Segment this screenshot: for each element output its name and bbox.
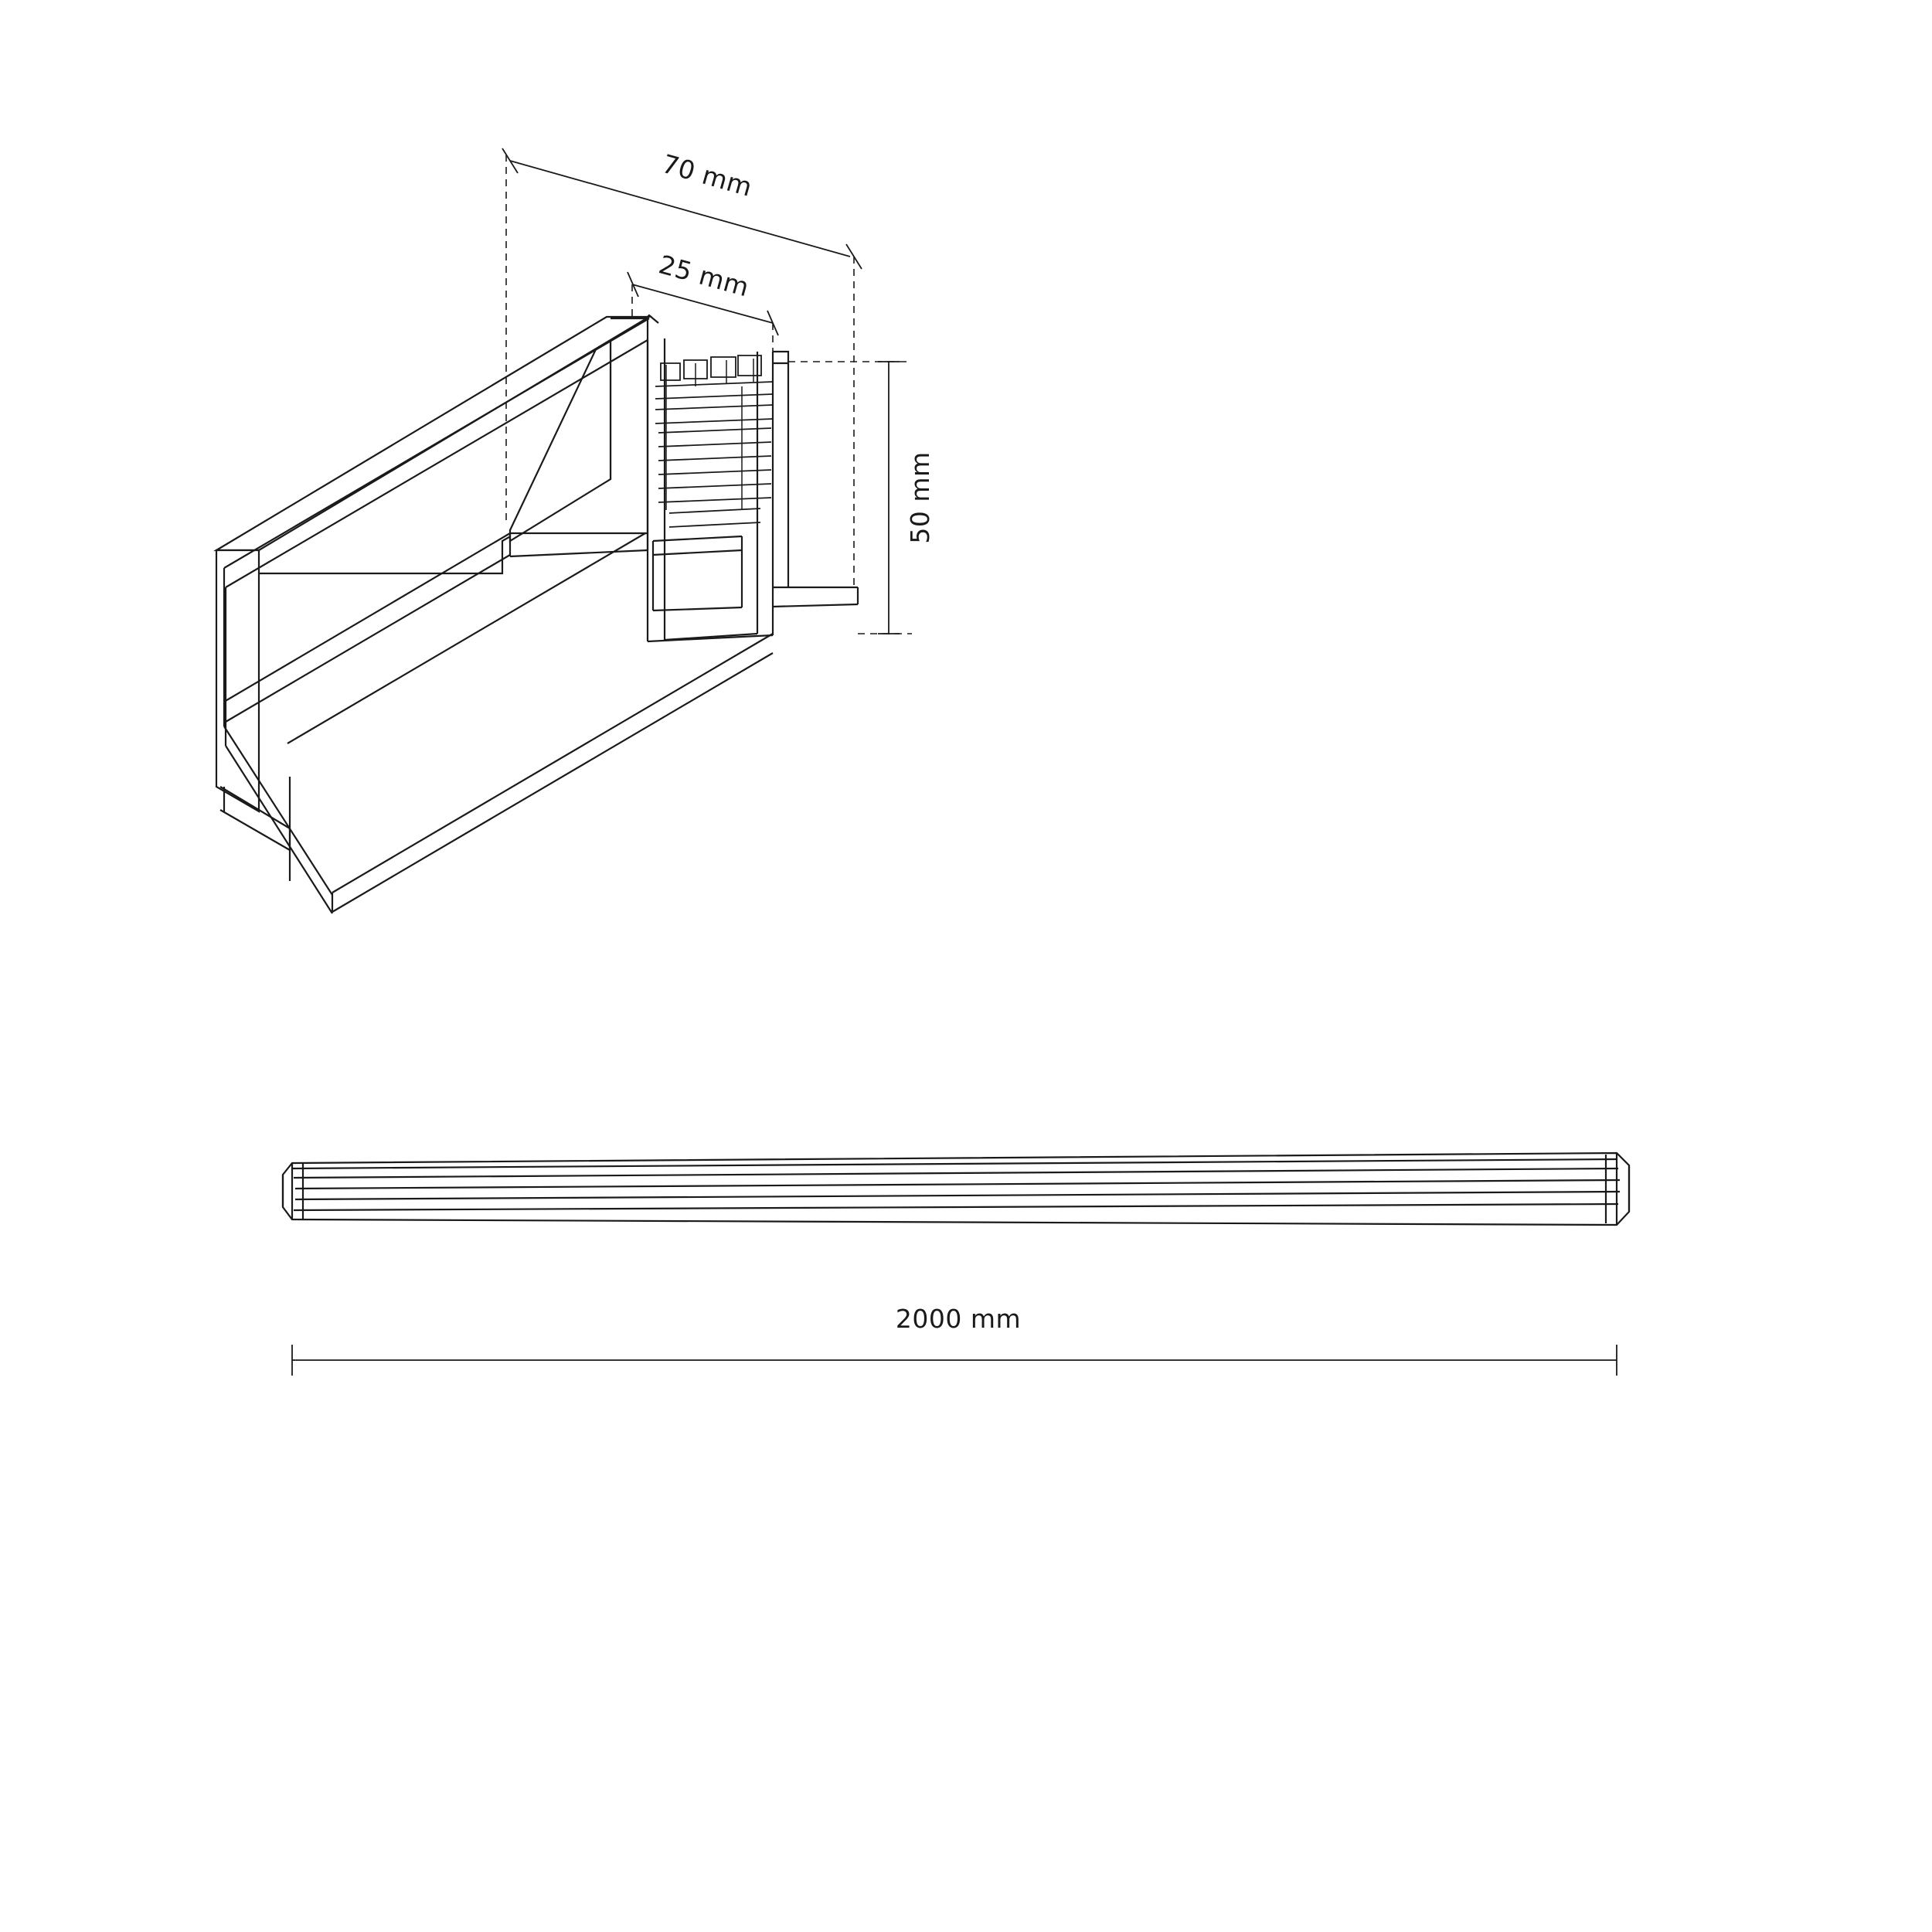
- dimension-25mm: [628, 249, 778, 352]
- side-elevation-view: [283, 1153, 1629, 1376]
- dimension-2000mm: [292, 1304, 1617, 1376]
- housing-outer-body: [216, 317, 649, 811]
- internal-track-fins: [655, 355, 773, 527]
- dimension-50mm-label: 50 mm: [905, 451, 935, 544]
- dimension-2000mm-label: 2000 mm: [895, 1304, 1022, 1334]
- dimension-50mm: [788, 362, 935, 634]
- dimension-70mm-label: 70 mm: [658, 148, 756, 202]
- isometric-section-view: [216, 148, 935, 913]
- lower-rail-body: [653, 536, 742, 611]
- right-mounting-flange: [773, 352, 858, 607]
- dimension-25mm-label: 25 mm: [655, 249, 753, 303]
- track-channel-outline: [611, 315, 773, 641]
